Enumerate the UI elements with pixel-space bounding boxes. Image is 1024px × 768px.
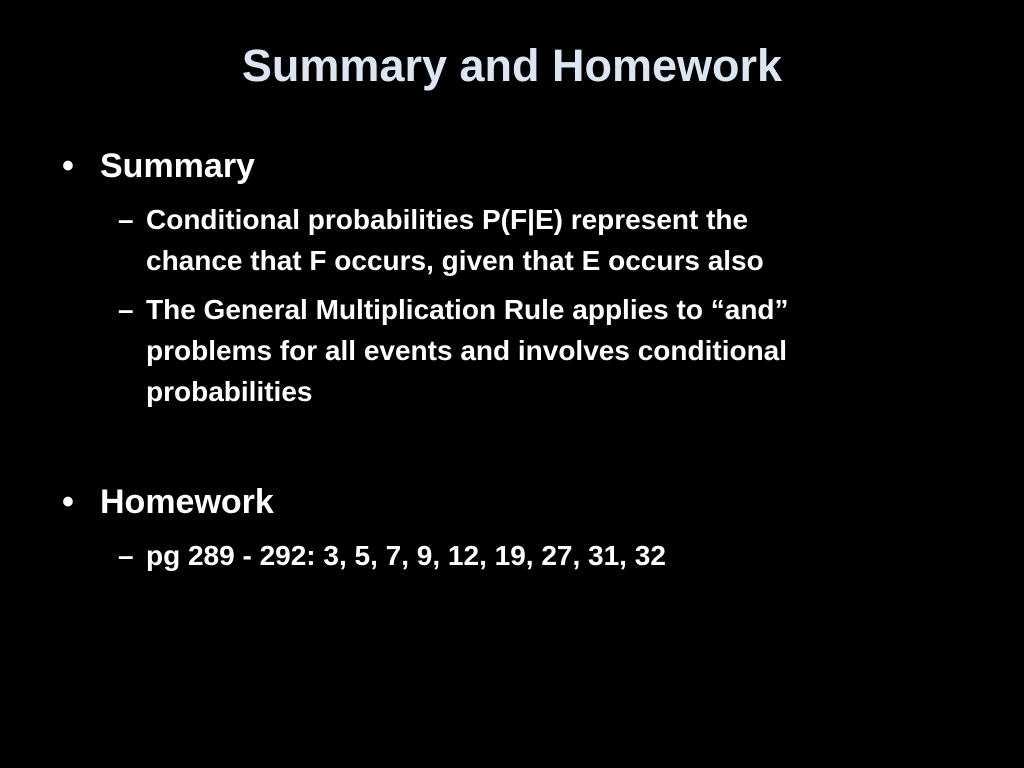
- dash-icon: –: [118, 294, 134, 325]
- sub-item-text: [146, 289, 936, 412]
- bullet-icon: •: [62, 483, 74, 521]
- bullet-icon: •: [62, 147, 74, 185]
- sub-item-line: chance that F occurs, given that E occurs also: [146, 245, 764, 276]
- sub-item-text: [146, 199, 936, 281]
- sub-item-line: Conditional probabilities P(F|E) represent the: [146, 204, 749, 235]
- slide-title: Summary and Homework: [241, 40, 783, 91]
- dash-icon: –: [118, 204, 134, 235]
- bullet-heading-homework: Homework: [100, 483, 274, 521]
- bullet-heading-summary: Summary: [100, 147, 255, 185]
- sub-item-line: problems for all events and involves conditional: [146, 335, 788, 366]
- sub-item-line: pg 289 - 292: 3, 5, 7, 9, 12, 19, 27, 31, 32: [146, 540, 666, 571]
- sub-item-line: probabilities: [146, 376, 313, 407]
- dash-icon: –: [118, 540, 134, 571]
- sub-item-line: The General Multiplication Rule applies to “and”: [146, 294, 789, 325]
- sub-item-text: [146, 535, 936, 576]
